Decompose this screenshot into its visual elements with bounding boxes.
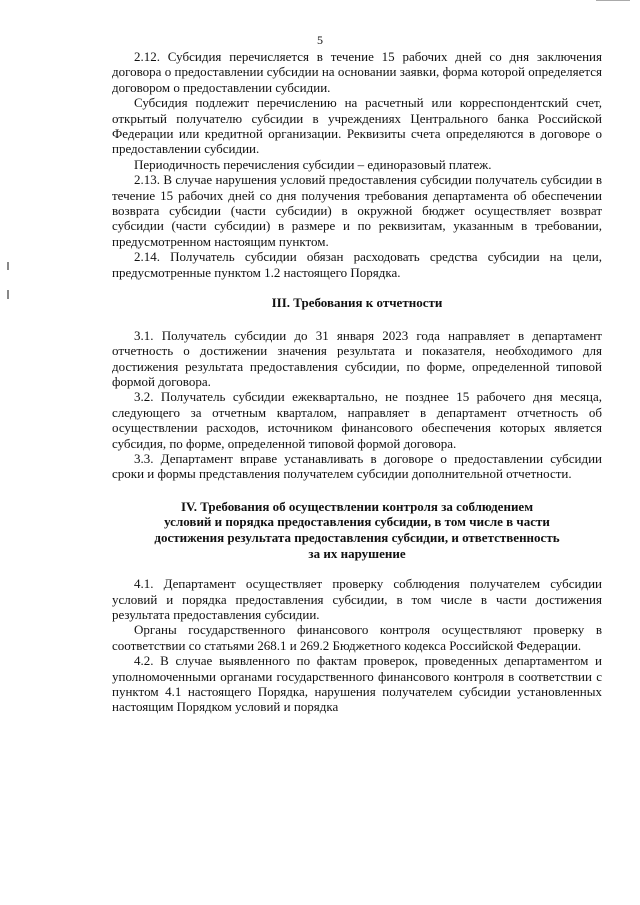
scan-margin-mark xyxy=(7,290,9,299)
paragraph-control-bodies: Органы государственного финансового контроля осуществляют проверку в соответствии со статьями 268.1 и 269.2 Бюджетного кодекса Российской Федерации. xyxy=(112,622,602,653)
paragraph-4-1: 4.1. Департамент осуществляет проверку соблюдения получателем субсидии условий и порядка предоставления субсидии, в том числе в части достижения результата предоставления субсидии. xyxy=(112,576,602,622)
paragraph-4-2: 4.2. В случае выявленного по фактам проверок, проведенных департаментом и уполномоченными органами государственного финансового контроля в соответствии с пунктом 4.1 настоящего Порядка, нарушения получателем субсидии установленных настоящим Порядком условий и порядка xyxy=(112,653,602,715)
section-4-heading-line: IV. Требования об осуществлении контроля за соблюдением xyxy=(180,498,534,514)
paragraph-3-2: 3.2. Получатель субсидии ежеквартально, не позднее 15 рабочего дня месяца, следующего за отчетным кварталом, направляет в департамент отчетность об осуществлении расходов, источником финансового обеспечения которых является субсидия, по форме, определенной типовой формой договора. xyxy=(112,389,602,451)
scan-edge-mark xyxy=(596,0,630,1)
paragraph-periodicity: Периодичность перечисления субсидии – единоразовый платеж. xyxy=(134,156,492,172)
paragraph-2-12: 2.12. Субсидия перечисляется в течение 15 рабочих дней со дня заключения договора о предоставлении субсидии на основании заявки, форма которой определяется договором о предоставлении субсидии. xyxy=(112,49,602,95)
paragraph-2-14: 2.14. Получатель субсидии обязан расходовать средства субсидии на цели, предусмотренные пунктом 1.2 настоящего Порядка. xyxy=(112,249,602,280)
scan-margin-mark xyxy=(7,262,9,270)
section-4-heading-line: за их нарушение xyxy=(308,545,406,561)
paragraph-3-1: 3.1. Получатель субсидии до 31 января 2023 года направляет в департамент отчетность о достижении значения результата и показателя, необходимого для достижения результата предоставления субсидии, по форме, определенной типовой формой договора. xyxy=(112,327,602,389)
section-4-heading xyxy=(112,499,602,561)
paragraph-3-3: 3.3. Департамент вправе устанавливать в договоре о предоставлении субсидии сроки и формы представления получателем субсидии дополнительной отчетности. xyxy=(112,450,602,482)
paragraph-2-13: 2.13. В случае нарушения условий предоставления субсидии получатель субсидии в течение 15 рабочих дней со дня получения требования департамента об обеспечении возврата субсидии (части субсидии) в окружной бюджет осуществляет возврат субсидии (части субсидии) в размере и по реквизитам, указанным в требовании, предусмотренном настоящим пунктом. xyxy=(112,172,602,249)
document-body xyxy=(112,49,602,715)
section-4-heading-line: условий и порядка предоставления субсидии, в том числе в части xyxy=(164,514,550,530)
section-3-heading: III. Требования к отчетности xyxy=(271,295,443,311)
section-4-heading-line: достижения результата предоставления субсидии, и ответственность xyxy=(154,529,560,545)
paragraph-account: Субсидия подлежит перечислению на расчетный или корреспондентский счет, открытый получателю субсидии в учреждениях Центрального банка Российской Федерации или кредитной организации. Реквизиты счета определяются в договоре о предоставлении субсидии. xyxy=(112,95,602,157)
page-number: 5 xyxy=(317,33,323,47)
